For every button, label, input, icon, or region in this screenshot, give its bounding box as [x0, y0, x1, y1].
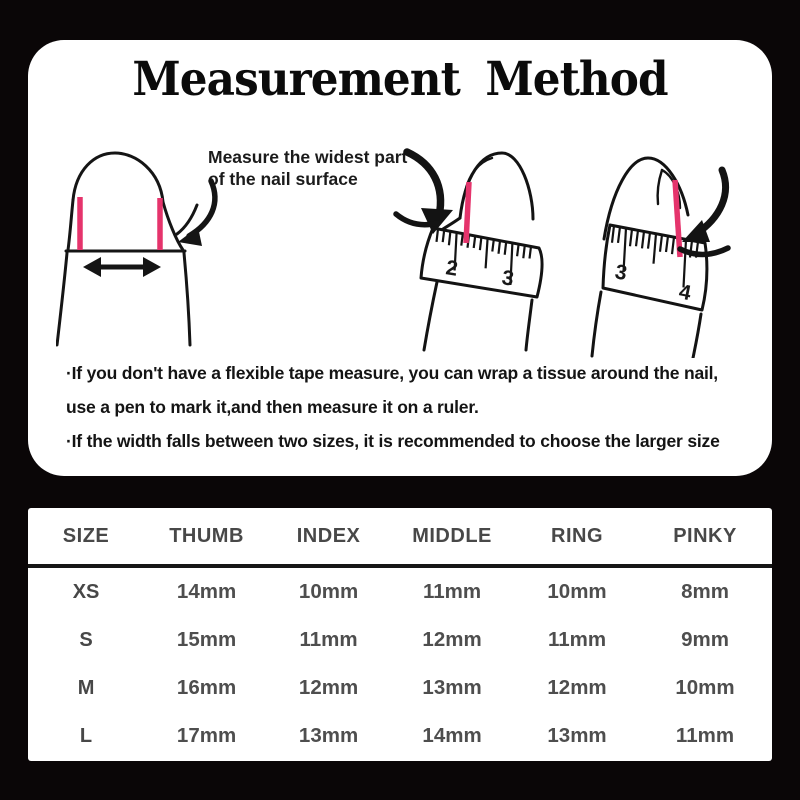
column-header: THUMB: [169, 524, 244, 547]
curved-arrow-icon: [396, 152, 453, 234]
table-cell: 11mm: [547, 628, 607, 651]
page-title: Measurement Method: [132, 52, 668, 107]
size-label: M: [77, 676, 95, 699]
measurement-method-panel: [28, 40, 772, 476]
table-cell: 12mm: [298, 676, 359, 699]
table-cell: 13mm: [422, 676, 482, 699]
nail-width-marks: [80, 197, 160, 250]
measurement-notes: [66, 356, 720, 458]
table-cell: 13mm: [298, 724, 359, 747]
note-line: ·If you don't have a flexible tape measure, you can wrap a tissue around the nail,: [66, 363, 718, 383]
table-cell: 12mm: [547, 676, 607, 699]
size-label: S: [79, 628, 93, 651]
column-header: RING: [551, 524, 604, 547]
table-cell: 11mm: [299, 628, 358, 651]
table-cell: 11mm: [675, 724, 735, 747]
table-cell: 10mm: [547, 580, 607, 603]
table-cell: 17mm: [176, 724, 237, 747]
table-cell: 9mm: [681, 628, 729, 651]
ruler-number: 2: [444, 256, 460, 281]
finger-front-figure: [56, 143, 256, 348]
column-header: PINKY: [673, 524, 737, 547]
table-row: [28, 664, 772, 712]
table-row: [28, 568, 772, 616]
ruler-number: 4: [677, 280, 693, 306]
table-cell: 15mm: [176, 628, 237, 651]
table-cell: 10mm: [675, 676, 735, 699]
finger-outline: [57, 153, 190, 345]
size-label: L: [79, 724, 93, 747]
table-cell: 12mm: [422, 628, 482, 651]
table-cell: 8mm: [681, 580, 729, 603]
table-cell: 14mm: [176, 580, 237, 603]
note-line: use a pen to mark it,and then measure it on a ruler.: [66, 397, 479, 417]
column-header: INDEX: [296, 524, 361, 547]
measure-annotation: Measure the widest part of the nail surface: [208, 147, 408, 190]
nail-width-mark: [466, 182, 469, 243]
curved-arrow-icon: [177, 181, 215, 246]
column-header: MIDDLE: [412, 524, 492, 547]
table-cell: 13mm: [547, 724, 607, 747]
column-header: SIZE: [62, 524, 110, 547]
table-cell: 11mm: [422, 580, 482, 603]
size-chart-panel: [28, 508, 772, 761]
table-cell: 16mm: [176, 676, 237, 699]
width-double-arrow-icon: [83, 257, 161, 277]
size-table-header: [28, 508, 772, 564]
note-line: ·If the width falls between two sizes, it is recommended to choose the larger size: [66, 431, 720, 451]
ruler-number: 3: [613, 260, 629, 286]
size-label: XS: [72, 580, 100, 603]
table-cell: 14mm: [422, 724, 482, 747]
ruler-number: 3: [500, 266, 516, 291]
table-row: [28, 616, 772, 664]
table-cell: 10mm: [298, 580, 359, 603]
finger-tape-figure-2: [578, 140, 768, 358]
table-row: [28, 712, 772, 760]
finger-tape-figure-1: [393, 140, 578, 352]
